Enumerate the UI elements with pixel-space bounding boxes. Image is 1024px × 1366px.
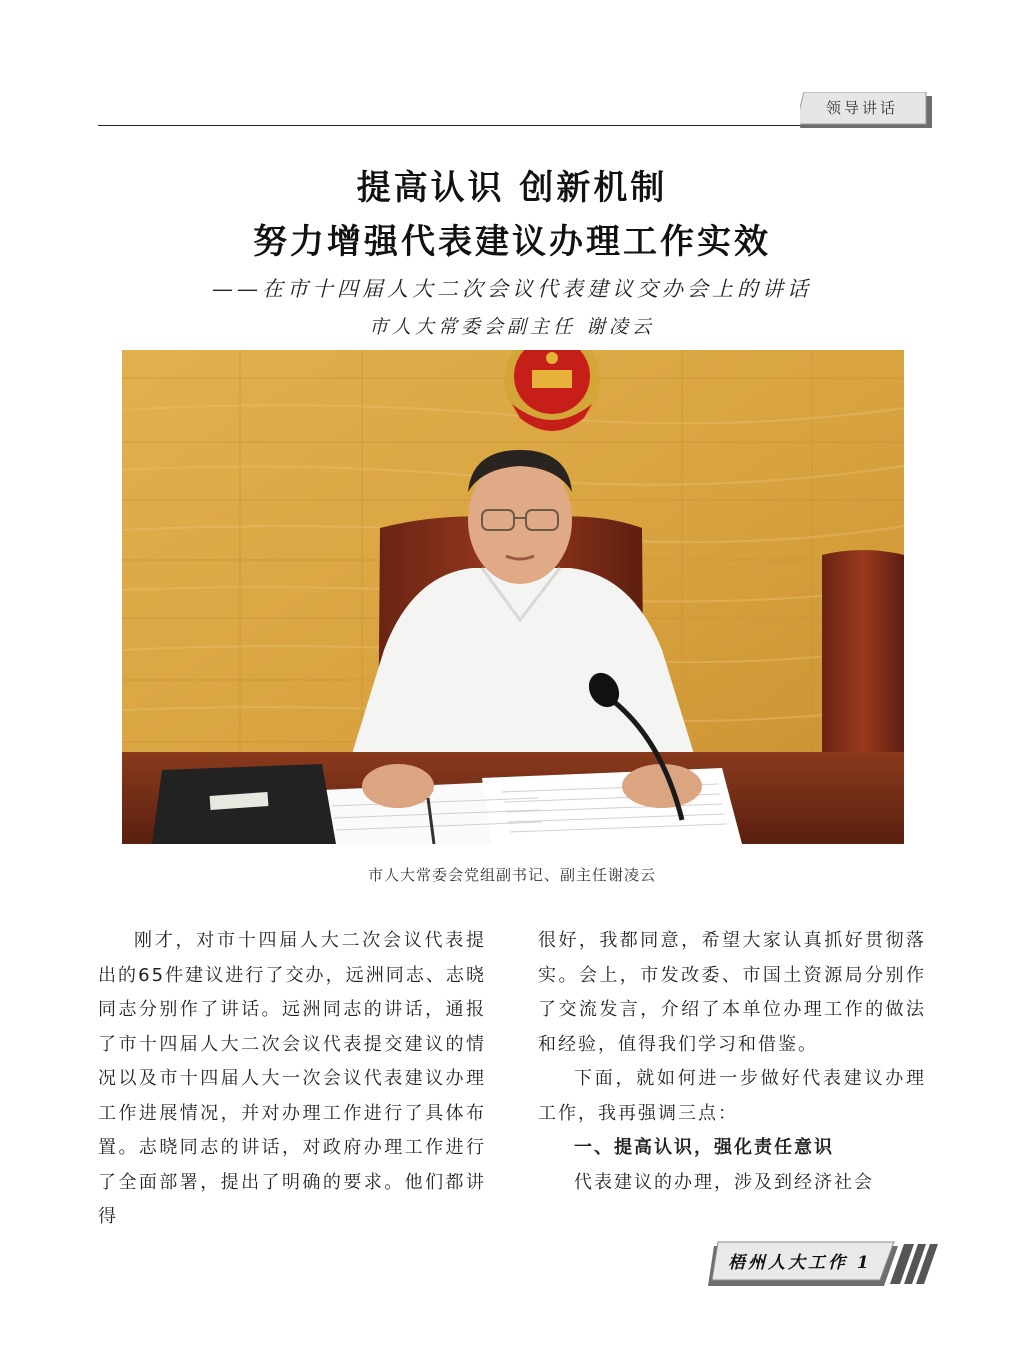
body-paragraph: 代表建议的办理，涉及到经济社会 <box>574 1171 874 1193</box>
article-title-line2: 努力增强代表建议办理工作实效 <box>253 222 771 262</box>
speaker-photo <box>122 350 904 844</box>
section-heading: 一、提高认识，强化责任意识 <box>574 1137 834 1158</box>
speaker-photo-illustration <box>122 350 904 844</box>
body-column-right <box>538 924 926 1200</box>
publication-name: 梧州人大工作 <box>728 1253 848 1273</box>
article-author: 市人大常委会副主任 谢凌云 <box>368 316 656 338</box>
body-paragraph: 下面，就如何进一步做好代表建议办理工作，我再强调三点： <box>538 1068 926 1124</box>
header-rule <box>98 125 906 126</box>
article-title-line1: 提高认识 创新机制 <box>356 168 668 208</box>
article-subtitle: ——在市十四届人大二次会议代表建议交办会上的讲话 <box>212 277 812 301</box>
section-label: 领导讲话 <box>825 99 898 117</box>
page-number: 1 <box>856 1253 872 1273</box>
page-footer <box>708 1240 940 1286</box>
footer-publication <box>728 1246 872 1280</box>
body-column-left <box>98 924 486 1235</box>
body-paragraph: 很好，我都同意，希望大家认真抓好贯彻落实。会上，市发改委、市国土资源局分别作了交流发言，介绍了本单位办理工作的做法和经验，值得我们学习和借鉴。 <box>538 930 926 1055</box>
photo-caption: 市人大常委会党组副书记、副主任谢凌云 <box>367 866 656 884</box>
body-paragraph: 刚才，对市十四届人大二次会议代表提出的65件建议进行了交办，远洲同志、志晓同志分别作了讲话。远洲同志的讲话，通报了市十四届人大二次会议代表提交建议的情况以及市十四届人大一次会议代表建议办理工作进展情况，并对办理工作进行了具体布置。志晓同志的讲话，对政府办理工作进行了全面部署，提出了明确的要求。他们都讲得 <box>98 930 486 1227</box>
section-tab <box>800 92 932 128</box>
